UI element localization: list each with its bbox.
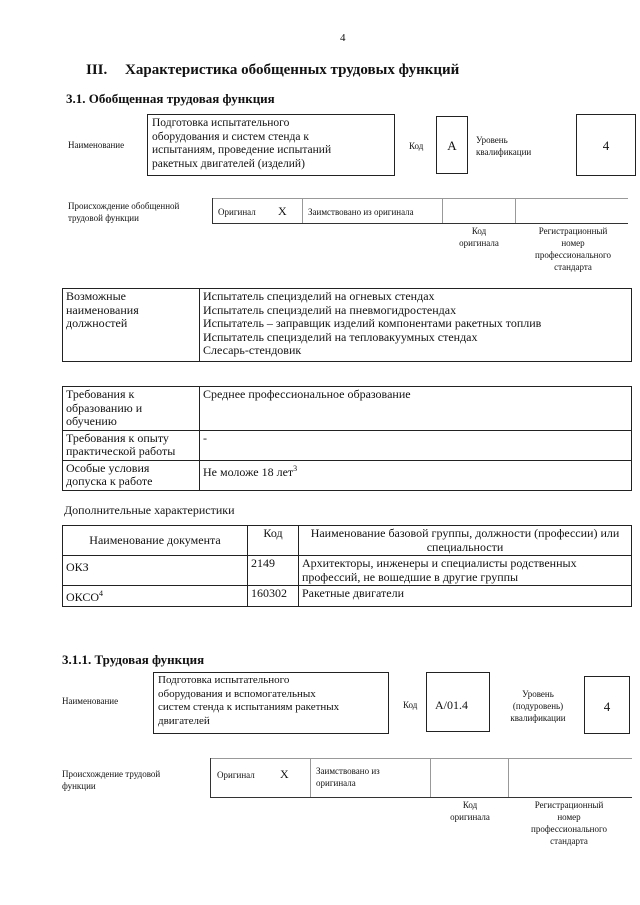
tf-name-label: Наименование xyxy=(62,696,119,706)
gtf-origin-divider xyxy=(302,198,303,223)
gtf-original-mark: X xyxy=(278,204,287,218)
position-item: Испытатель специзделий на огневых стендах xyxy=(203,289,435,303)
gtf-origin-label xyxy=(68,200,179,224)
additional-name: Архитекторы, инженеры и специалисты родственных профессий, не вошедшие в другие группы xyxy=(299,556,632,586)
requirement-value: Среднее профессиональное образование xyxy=(200,387,632,431)
positions-table xyxy=(62,288,632,362)
tf-code-value: A/01.4 xyxy=(435,698,468,712)
requirement-row xyxy=(63,387,632,431)
tf-borrowed-label xyxy=(316,765,380,789)
additional-row xyxy=(63,556,632,586)
tf-origin-divider xyxy=(310,758,311,797)
gtf-origin-label-line: Происхождение обобщенной xyxy=(68,201,180,211)
requirement-label-line: обучению xyxy=(66,414,117,428)
positions-label-line: Возможные xyxy=(66,289,126,303)
tf-original-label: Оригинал xyxy=(217,770,255,780)
additional-header: Наименование базовой группы, должности (профессии) или специальности xyxy=(299,526,632,556)
positions-label-line: наименования xyxy=(66,302,139,317)
gtf-reg-label xyxy=(515,225,631,273)
gtf-orig-code-line: Код xyxy=(471,226,487,236)
tf-original-mark: X xyxy=(280,767,289,781)
gtf-name-line: ракетных двигателей (изделий) xyxy=(152,157,305,170)
tf-origin-top-line xyxy=(210,758,632,759)
gtf-reg-line: Регистрационный xyxy=(538,226,608,236)
tf-reg-label xyxy=(508,799,630,847)
requirement-label-line: Особые условия xyxy=(66,460,150,475)
tf-name-line: двигателей xyxy=(158,714,210,727)
tf-origin-divider xyxy=(508,758,509,797)
requirement-label-line: практической работы xyxy=(66,444,176,458)
tf-origin-divider xyxy=(210,758,211,797)
positions-list xyxy=(200,289,632,362)
requirement-row xyxy=(63,430,632,460)
gtf-level-value: 4 xyxy=(602,138,610,153)
requirement-value: - xyxy=(200,430,632,460)
requirement-label-line: образованию и xyxy=(66,400,143,415)
gtf-code-box xyxy=(436,116,468,174)
gtf-origin-top-line xyxy=(212,198,628,199)
positions-label xyxy=(63,289,200,362)
additional-table xyxy=(62,525,632,607)
tf-borrowed-line: оригинала xyxy=(316,778,356,788)
tf-level-label xyxy=(498,688,578,724)
gtf-name-line: испытаниям, проведение испытаний xyxy=(152,144,332,156)
requirement-label xyxy=(63,387,200,431)
gtf-orig-code-line: оригинала xyxy=(459,238,499,248)
tf-level-label-line: квалификации xyxy=(510,713,566,723)
requirement-label-line: Требования к опыту xyxy=(66,430,169,445)
gtf-level-label-line: Уровень xyxy=(476,135,508,145)
tf-reg-line: профессионального xyxy=(531,824,607,834)
gtf-heading: 3.1. Обобщенная трудовая функция xyxy=(66,91,275,106)
additional-doc-text: ОКЗ xyxy=(66,560,89,574)
additional-code: 160302 xyxy=(248,586,299,607)
additional-code: 2149 xyxy=(248,556,299,586)
additional-header: Наименование документа xyxy=(63,526,248,556)
gtf-origin-divider xyxy=(515,198,516,223)
additional-heading: Дополнительные характеристики xyxy=(64,503,235,517)
requirement-label-line: допуска к работе xyxy=(66,474,153,488)
page-number: 4 xyxy=(340,32,346,44)
tf-origin-bottom-line xyxy=(210,797,632,798)
additional-name: Ракетные двигатели xyxy=(299,586,632,607)
requirement-label xyxy=(63,460,200,490)
requirement-value xyxy=(200,460,632,490)
tf-origin-label-line: Происхождение трудовой xyxy=(62,769,161,779)
tf-reg-line: Регистрационный xyxy=(534,800,604,810)
tf-code-box xyxy=(426,672,490,732)
tf-orig-code-line: оригинала xyxy=(450,812,490,822)
tf-reg-line: стандарта xyxy=(550,836,588,846)
gtf-name-box xyxy=(147,114,395,176)
gtf-level-label-line: квалификации xyxy=(476,147,532,157)
tf-heading: 3.1.1. Трудовая функция xyxy=(62,652,205,667)
tf-level-label-line: (подуровень) xyxy=(512,701,564,711)
gtf-code-label: Код xyxy=(409,141,424,151)
position-item: Слесарь-стендовик xyxy=(203,343,302,357)
additional-header: Код xyxy=(248,526,299,556)
position-item: Испытатель – заправщик изделий компонентами ракетных топлив xyxy=(203,316,542,330)
tf-name-box xyxy=(153,672,389,734)
gtf-orig-code-label xyxy=(446,225,512,249)
additional-doc-text: ОКСО xyxy=(66,590,100,604)
tf-name-line: оборудования и вспомогательных xyxy=(158,687,316,700)
additional-doc xyxy=(63,556,248,586)
gtf-original-label: Оригинал xyxy=(218,207,256,217)
gtf-origin-bottom-line xyxy=(212,223,628,224)
tf-orig-code-label xyxy=(434,799,506,823)
tf-origin-label xyxy=(62,768,160,792)
section-number: III. xyxy=(86,62,108,78)
gtf-name-line: Подготовка испытательного xyxy=(152,117,290,129)
additional-row xyxy=(63,586,632,607)
tf-orig-code-line: Код xyxy=(462,800,478,810)
section-title-text: Характеристика обобщенных трудовых функций xyxy=(125,62,460,78)
tf-reg-line: номер xyxy=(557,812,581,822)
footnote-ref: 3 xyxy=(293,463,298,473)
section-title xyxy=(86,62,459,79)
gtf-origin-divider xyxy=(442,198,443,223)
gtf-reg-line: профессионального xyxy=(535,250,611,260)
tf-level-box xyxy=(584,676,630,734)
requirement-label xyxy=(63,430,200,460)
position-item: Испытатель специзделий на тепловакуумных стендах xyxy=(203,329,478,344)
requirement-label-line: Требования к xyxy=(66,387,135,401)
tf-origin-divider xyxy=(430,758,431,797)
requirement-value-text: Не моложе 18 лет xyxy=(203,464,294,479)
gtf-code-value: А xyxy=(447,138,457,153)
tf-name-line: Подготовка испытательного xyxy=(158,674,290,686)
additional-header-row xyxy=(63,526,632,556)
tf-origin-label-line: функции xyxy=(62,781,96,791)
additional-doc xyxy=(63,586,248,607)
gtf-borrowed-label: Заимствовано из оригинала xyxy=(308,207,414,217)
gtf-name-line: оборудования и систем стенда к xyxy=(152,130,309,143)
tf-borrowed-line: Заимствовано из xyxy=(316,766,380,776)
gtf-origin-label-line: трудовой функции xyxy=(68,213,139,223)
tf-code-label: Код xyxy=(403,700,418,710)
gtf-level-label xyxy=(476,134,531,158)
gtf-reg-line: стандарта xyxy=(554,262,592,272)
requirements-table xyxy=(62,386,632,491)
tf-name-line: систем стенда к испытаниям ракетных xyxy=(158,701,340,713)
position-item: Испытатель специзделий на пневмогидростендах xyxy=(203,302,457,317)
gtf-reg-line: номер xyxy=(561,238,585,248)
footnote-ref: 4 xyxy=(99,589,104,598)
tf-level-label-line: Уровень xyxy=(522,689,554,699)
tf-level-value: 4 xyxy=(603,699,611,714)
requirement-row xyxy=(63,460,632,490)
gtf-level-box xyxy=(576,114,636,176)
gtf-origin-divider xyxy=(212,198,213,223)
gtf-name-label: Наименование xyxy=(68,140,125,150)
positions-label-line: должностей xyxy=(66,316,128,330)
